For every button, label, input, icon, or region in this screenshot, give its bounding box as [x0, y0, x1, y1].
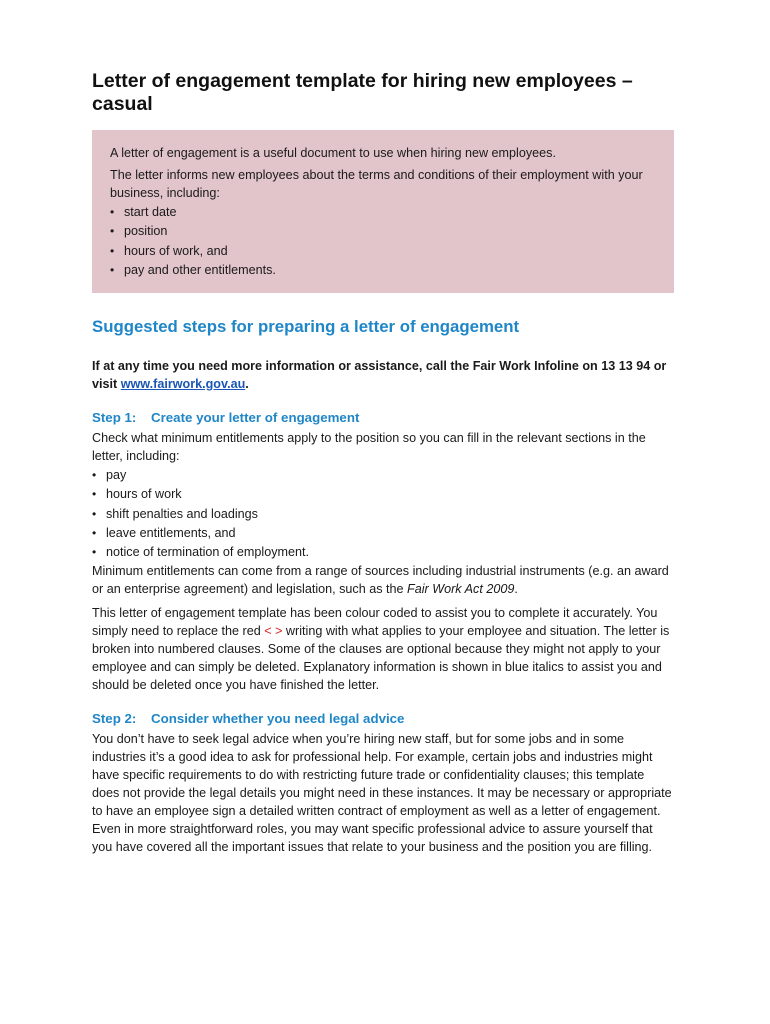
list-item: • start date	[110, 204, 656, 221]
fairwork-link[interactable]: www.fairwork.gov.au	[120, 376, 246, 391]
list-item: • leave entitlements, and	[92, 525, 674, 542]
section-heading: Suggested steps for preparing a letter of engagement	[92, 316, 520, 336]
list-item: • hours of work, and	[110, 243, 656, 260]
list-item: • hours of work	[92, 486, 674, 503]
act-name: Fair Work Act 2009	[407, 581, 515, 596]
list-item: • pay	[92, 467, 674, 484]
notice-text: If at any time you need more information or assistance, call the Fair Work Infoline on 13 13 94 or visit	[92, 358, 667, 391]
step-1-paragraph-2	[92, 562, 674, 598]
step-1-list	[92, 467, 674, 562]
intro-paragraph-2: The letter informs new employees about the terms and conditions of their employment with your business, including:	[110, 168, 643, 200]
list-item: • position	[110, 223, 656, 240]
step-2-number: Step 2:	[92, 710, 137, 726]
intro-list	[110, 204, 656, 280]
step-2-title: Consider whether you need legal advice	[151, 710, 405, 726]
step-2-heading	[92, 710, 674, 728]
step-1-number: Step 1:	[92, 409, 137, 425]
step-2-body: You don’t have to seek legal advice when you’re hiring new staff, but for some jobs and in some industries it’s a good idea to ask for professional help. For example, certain jobs and industries might have specific requirements to do with restricting future trade or confidentiality clauses; this template does not provide the legal details you might need in these instances. It may be necessary or appropriate to have an employee sign a detailed written contract of employment as well as a letter of engagement. Even in more straightforward roles, you may want specific professional advice to assure yourself that you have covered all the important issues that relate to your business and the position you are filling.	[92, 731, 672, 855]
step-1-paragraph-2-text: Minimum entitlements can come from a range of sources including industrial instruments (e.g. an award or an enterprise agreement) and legislation, such as the	[92, 563, 669, 596]
step-1-heading	[92, 409, 674, 427]
step-1-title: Create your letter of engagement	[151, 409, 360, 425]
document-title: Letter of engagement template for hiring new employees – casual	[92, 70, 633, 115]
notice-period: .	[245, 376, 249, 391]
step-1-paragraph-3-text: This letter of engagement template has been colour coded to assist you to complete it accurately. You simply need to replace the red	[92, 606, 658, 639]
list-item: • shift penalties and loadings	[92, 506, 674, 523]
intro-paragraph-1: A letter of engagement is a useful document to use when hiring new employees.	[110, 146, 556, 160]
step-1-paragraph-2-end: .	[514, 581, 518, 596]
step-1-paragraph-3	[92, 604, 674, 694]
intro-box	[92, 130, 674, 293]
step-1-intro: Check what minimum entitlements apply to the position so you can fill in the relevant sections in the letter, including:	[92, 430, 646, 463]
list-item: • notice of termination of employment.	[92, 544, 674, 561]
spacer	[92, 701, 674, 710]
list-item: • pay and other entitlements.	[110, 262, 656, 279]
infoline-notice	[92, 357, 674, 393]
red-placeholder-marker: < >	[264, 624, 283, 639]
step-1-paragraph-3-rest: writing with what applies to your employee and situation. The letter is broken into numbered clauses. Some of the clauses are optional because they might not apply to your employee and can simply be deleted. Explanatory information is shown in blue italics to assist you and should be deleted once you have finished the letter.	[92, 624, 670, 693]
